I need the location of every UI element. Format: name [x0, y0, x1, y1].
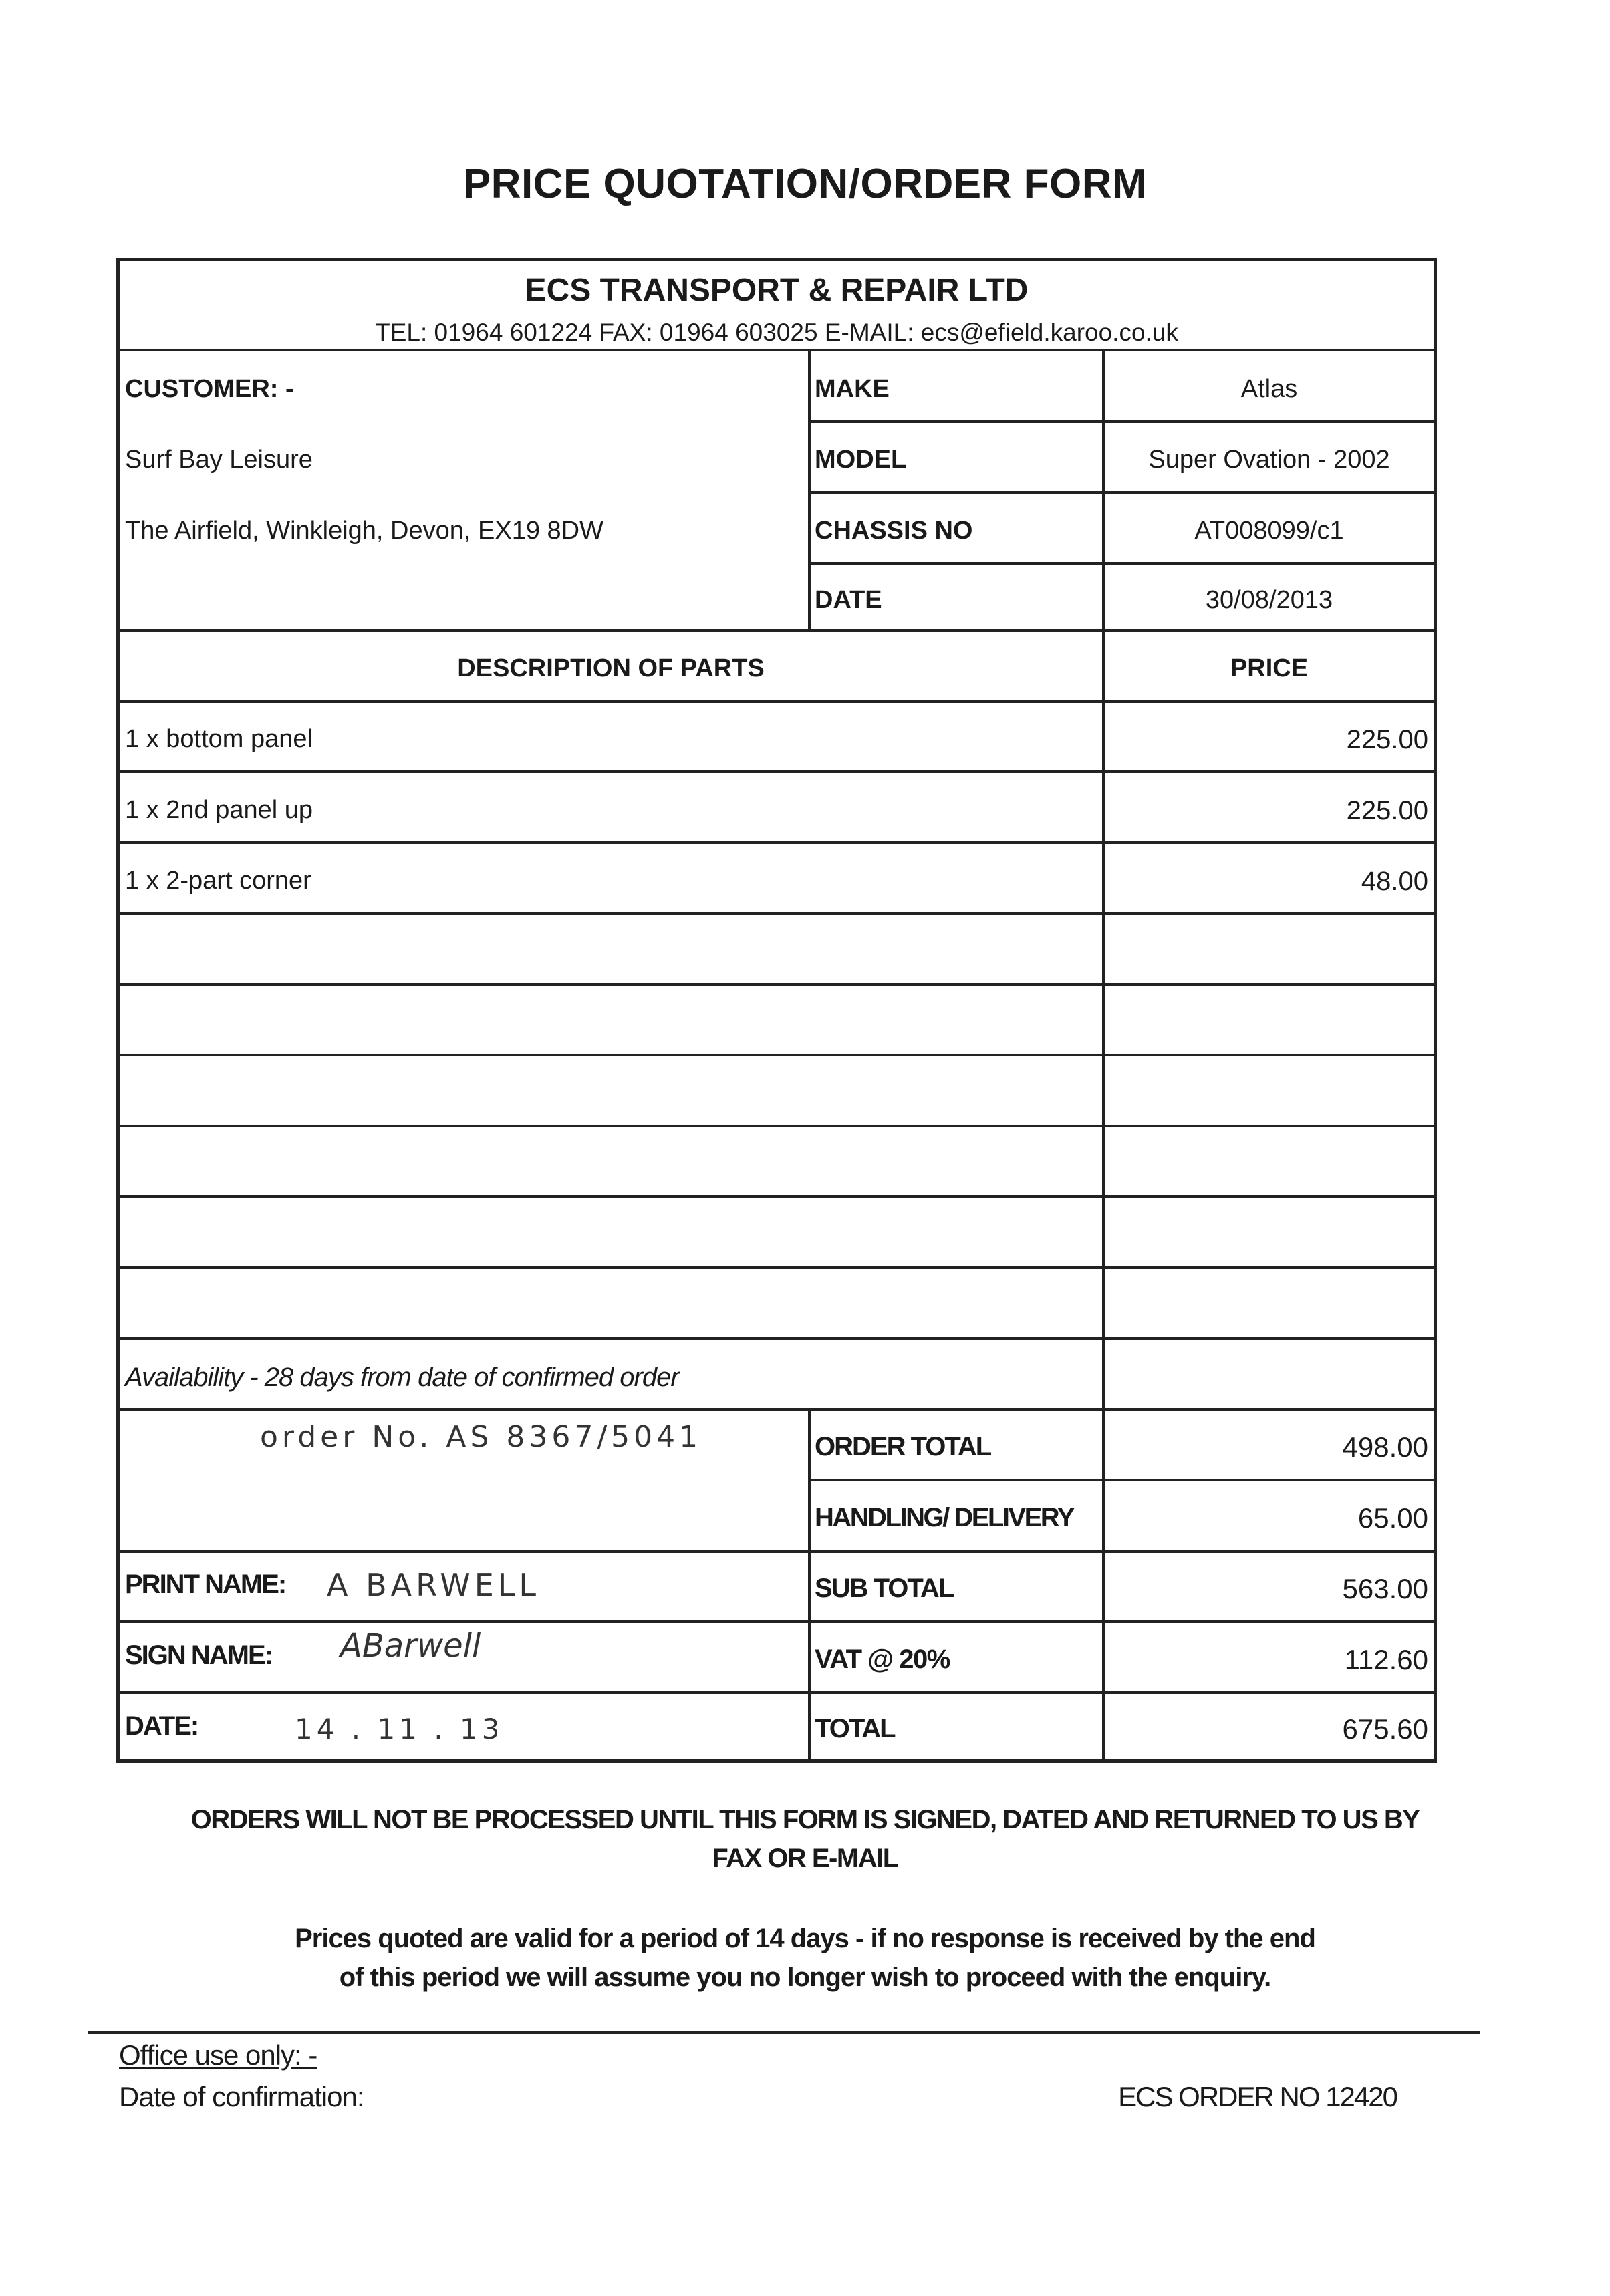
divider: [808, 1408, 811, 1762]
divider: [120, 1266, 1434, 1269]
chassis-label: CHASSIS NO: [815, 517, 973, 545]
handwritten-order-number: order No. AS 8367/5041: [260, 1420, 702, 1454]
divider: [120, 1054, 1434, 1056]
validity-notice-line-2: of this period we will assume you no longer wish to proceed with the enquiry.: [339, 1963, 1271, 1992]
part-description: 1 x 2-part corner: [125, 867, 311, 895]
validity-notice-line-1: Prices quoted are valid for a period of 14 days - if no response is received by the end: [295, 1924, 1315, 1953]
model-value: Super Ovation - 2002: [1148, 446, 1390, 474]
divider: [120, 1125, 1434, 1127]
price-header: PRICE: [1230, 654, 1309, 682]
make-value: Atlas: [1240, 375, 1298, 403]
customer-name: Surf Bay Leisure: [125, 446, 313, 474]
handling-delivery-label: HANDLING/ DELIVERY: [815, 1503, 1073, 1532]
divider: [808, 1479, 1434, 1481]
print-name-value: A BARWELL: [327, 1567, 541, 1603]
print-name-label: PRINT NAME:: [125, 1570, 286, 1599]
subtotal-value: 563.00: [1342, 1573, 1428, 1604]
vat-label: VAT @ 20%: [815, 1644, 950, 1674]
chassis-value: AT008099/c1: [1194, 517, 1344, 545]
order-total-label: ORDER TOTAL: [815, 1432, 991, 1461]
company-name: ECS TRANSPORT & REPAIR LTD: [525, 273, 1029, 308]
part-description: 1 x bottom panel: [125, 725, 313, 753]
divider: [120, 349, 1434, 351]
date-of-confirmation-label: Date of confirmation:: [119, 2081, 364, 2112]
availability-note: Availability - 28 days from date of confirmed order: [125, 1362, 679, 1392]
make-label: MAKE: [815, 375, 890, 403]
divider: [808, 562, 1434, 565]
divider: [120, 841, 1434, 844]
divider: [120, 1337, 1434, 1340]
company-contact: TEL: 01964 601224 FAX: 01964 603025 E-MAIL: ecs@efield.karoo.co.uk: [375, 319, 1178, 346]
date-label: DATE: [815, 586, 882, 614]
model-label: MODEL: [815, 446, 907, 474]
customer-address: The Airfield, Winkleigh, Devon, EX19 8DW: [125, 517, 603, 545]
processing-notice-line-1: ORDERS WILL NOT BE PROCESSED UNTIL THIS FORM IS SIGNED, DATED AND RETURNED TO US BY: [190, 1805, 1420, 1834]
customer-label: CUSTOMER: -: [125, 375, 294, 403]
handling-delivery-value: 65.00: [1357, 1502, 1428, 1534]
divider: [120, 700, 1434, 703]
description-header: DESCRIPTION OF PARTS: [457, 654, 765, 682]
processing-notice-line-2: FAX OR E-MAIL: [712, 1844, 898, 1873]
divider: [120, 629, 1434, 632]
ecs-order-number: ECS ORDER NO 12420: [1118, 2081, 1397, 2112]
total-label: TOTAL: [815, 1714, 895, 1743]
office-use-label: Office use only: -: [119, 2039, 317, 2071]
divider: [808, 420, 1434, 423]
divider: [120, 1691, 1434, 1694]
part-price: 48.00: [1361, 867, 1428, 896]
part-price: 225.00: [1346, 796, 1428, 825]
part-price: 225.00: [1346, 725, 1428, 754]
divider: [120, 1620, 1434, 1623]
order-total-value: 498.00: [1342, 1431, 1428, 1463]
divider: [120, 1408, 1434, 1411]
signoff-date-value: 14 . 11 . 13: [295, 1713, 504, 1745]
divider: [120, 1550, 1434, 1553]
part-description: 1 x 2nd panel up: [125, 796, 313, 824]
signature: ABarwell: [340, 1627, 481, 1665]
vat-value: 112.60: [1344, 1644, 1428, 1675]
total-value: 675.60: [1342, 1713, 1428, 1745]
sign-name-label: SIGN NAME:: [125, 1640, 272, 1670]
form-title: PRICE QUOTATION/ORDER FORM: [462, 161, 1148, 207]
divider: [120, 770, 1434, 773]
signoff-date-label: DATE:: [125, 1711, 198, 1741]
date-value: 30/08/2013: [1205, 586, 1333, 614]
divider: [120, 983, 1434, 986]
order-form: [116, 258, 1437, 1763]
divider: [120, 912, 1434, 915]
divider: [120, 1195, 1434, 1198]
office-divider: [88, 2031, 1480, 2034]
divider: [808, 349, 811, 629]
subtotal-label: SUB TOTAL: [815, 1574, 954, 1603]
divider: [808, 491, 1434, 494]
